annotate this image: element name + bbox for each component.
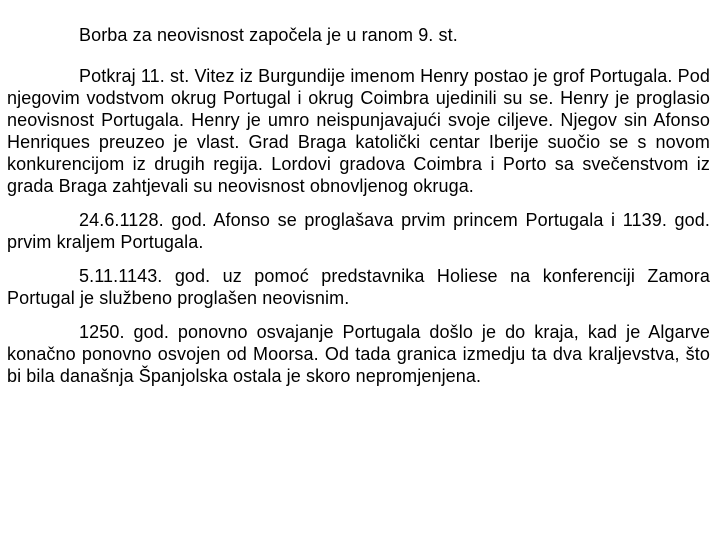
document-body: [7, 24, 710, 399]
paragraph-henry-burgundy: Potkraj 11. st. Vitez iz Burgundije imenom Henry postao je grof Portugala. Pod njegovim vodstvom okrug Portugal i okrug Coimbra ujedinili su se. Henry je proglasio neovisnost Portugala. Henry je umro neispunjavajući svoje ciljeve. Njegov sin Afonso Henriques preuzeo je vlast. Grad Braga katolički centar Iberije suočio se s novom konkurencijom iz drugih regija. Lordovi gradova Coimbra i Porto sa svečenstvom iz grada Braga zahtjevali su neovisnost obnovljenog okruga.: [7, 66, 710, 196]
paragraph-afonso-1128: 24.6.1128. god. Afonso se proglašava prvim princem Portugala i 1139. god. prvim kraljem Portugala.: [7, 210, 710, 252]
paragraph-zamora-1143: 5.11.1143. god. uz pomoć predstavnika Holiese na konferenciji Zamora Portugal je službeno proglašen neovisnim.: [7, 266, 710, 308]
paragraph-independence-start: Borba za neovisnost započela je u ranom 9. st.: [79, 25, 458, 45]
paragraph-reconquest-1250: 1250. god. ponovno osvajanje Portugala došlo je do kraja, kad je Algarve konačno ponovno osvojen od Moorsa. Od tada granica izmedju ta dva kraljevstva, što bi bila današnja Španjolska ostala je skoro nepromjenjena.: [7, 322, 710, 386]
